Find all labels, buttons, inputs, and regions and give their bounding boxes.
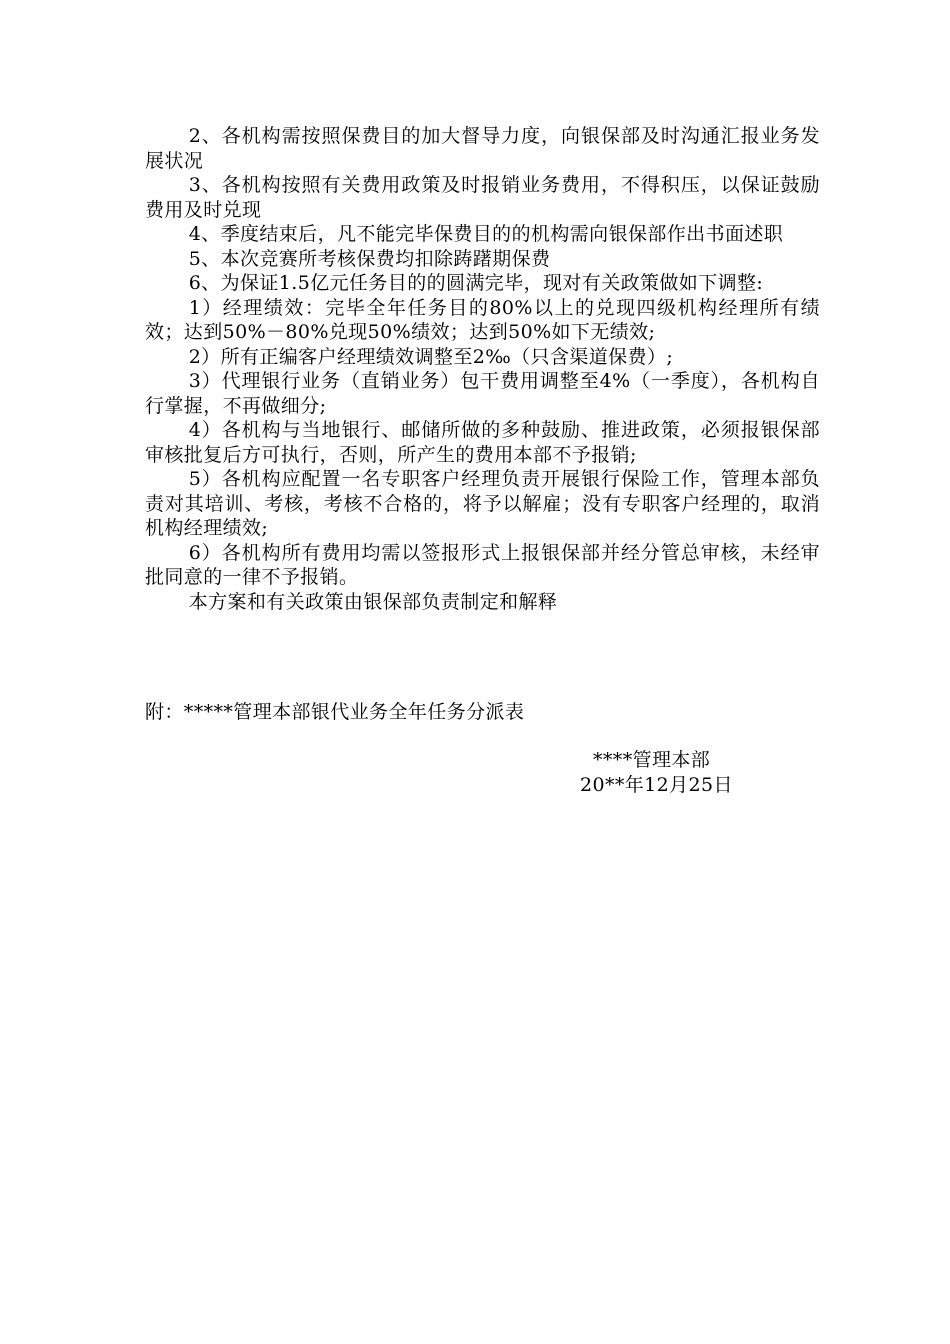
sub-item-4-incentive-policy: 4）各机构与当地银行、邮储所做的多种鼓励、推进政策，必须报银保部审核批复后方可执行，否则，所产生的费用本部不予报销;: [145, 419, 820, 466]
paragraph-item-5: 5、本次竞赛所考核保费均扣除踌躇期保费: [188, 247, 551, 270]
paragraph-item-6: 6、为保证1.5亿元任务目的的圆满完毕，现对有关政策做如下调整:: [188, 272, 764, 294]
appendix-note: 附：*****管理本部银代业务全年任务分派表: [145, 701, 525, 723]
sub-item-2-account-manager: 2）所有正编客户经理绩效调整至2‰（只含渠道保费）;: [188, 345, 674, 368]
closing-statement: 本方案和有关政策由银保部负责制定和解释: [188, 590, 558, 613]
signature-org: ****管理本部: [593, 749, 711, 771]
sub-item-5-dedicated-manager: 5）各机构应配置一名专职客户经理负责开展银行保险工作，管理本部负责对其培训、考核，考核不合格的，将予以解雇；没有专职客户经理的，取消机构经理绩效;: [145, 468, 820, 539]
signature-date: 20**年12月25日: [580, 773, 733, 796]
document-body: [145, 124, 820, 614]
paragraph-item-4: 4、季度结束后，凡不能完毕保费目的的机构需向银保部作出书面述职: [188, 223, 784, 245]
sub-item-1-manager-performance: 1）经理绩效：完毕全年任务目的80%以上的兑现四级机构经理所有绩效；达到50%－80%兑现50%绩效；达到50%如下无绩效;: [145, 296, 820, 343]
signature-block: [580, 748, 733, 797]
sub-item-3-agency-fee: 3）代理银行业务（直销业务）包干费用调整至4%（一季度），各机构自行掌握，不再做细分;: [145, 370, 820, 417]
paragraph-item-2: 2、各机构需按照保费目的加大督导力度，向银保部及时沟通汇报业务发展状况: [145, 125, 820, 172]
sub-item-6-expense-approval: 6）各机构所有费用均需以签报形式上报银保部并经分管总审核，未经审批同意的一律不予报销。: [145, 541, 820, 588]
paragraph-item-3: 3、各机构按照有关费用政策及时报销业务费用，不得积压，以保证鼓励费用及时兑现: [145, 174, 820, 221]
